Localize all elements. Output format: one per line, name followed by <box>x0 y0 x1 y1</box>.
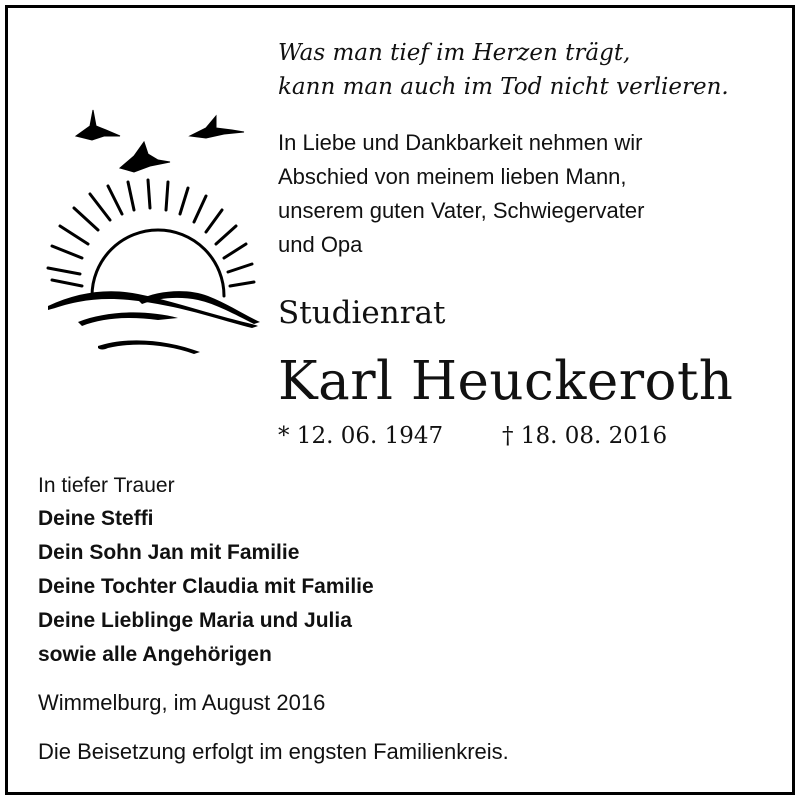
mourner-5: sowie alle Angehörigen <box>38 643 272 666</box>
intro-line-3: unserem guten Vater, Schwiegervater <box>278 198 645 223</box>
mourner-4: Deine Lieblinge Maria und Julia <box>38 609 352 632</box>
death-date: † 18. 08. 2016 <box>502 423 668 449</box>
obituary-notice <box>5 5 795 795</box>
quote-line-1: Was man tief im Herzen trägt, <box>278 40 631 66</box>
funeral-note: Die Beisetzung erfolgt im engsten Familienkreis. <box>38 739 509 764</box>
intro-line-4: und Opa <box>278 232 363 257</box>
mourner-2: Dein Sohn Jan mit Familie <box>38 541 300 564</box>
quote-line-2: kann man auch im Tod nicht verlieren. <box>278 74 729 100</box>
birth-date: * 12. 06. 1947 <box>278 423 444 449</box>
place-date: Wimmelburg, im August 2016 <box>38 690 326 715</box>
deceased-title: Studienrat <box>278 295 446 331</box>
intro-line-2: Abschied von meinem lieben Mann, <box>278 164 627 189</box>
deceased-name: Karl Heuckeroth <box>278 351 734 412</box>
mourner-3: Deine Tochter Claudia mit Familie <box>38 575 374 598</box>
sunset-birds-icon <box>38 96 273 366</box>
mourner-1: Deine Steffi <box>38 507 154 530</box>
mourning-intro: In tiefer Trauer <box>38 474 175 497</box>
intro-line-1: In Liebe und Dankbarkeit nehmen wir <box>278 130 643 155</box>
